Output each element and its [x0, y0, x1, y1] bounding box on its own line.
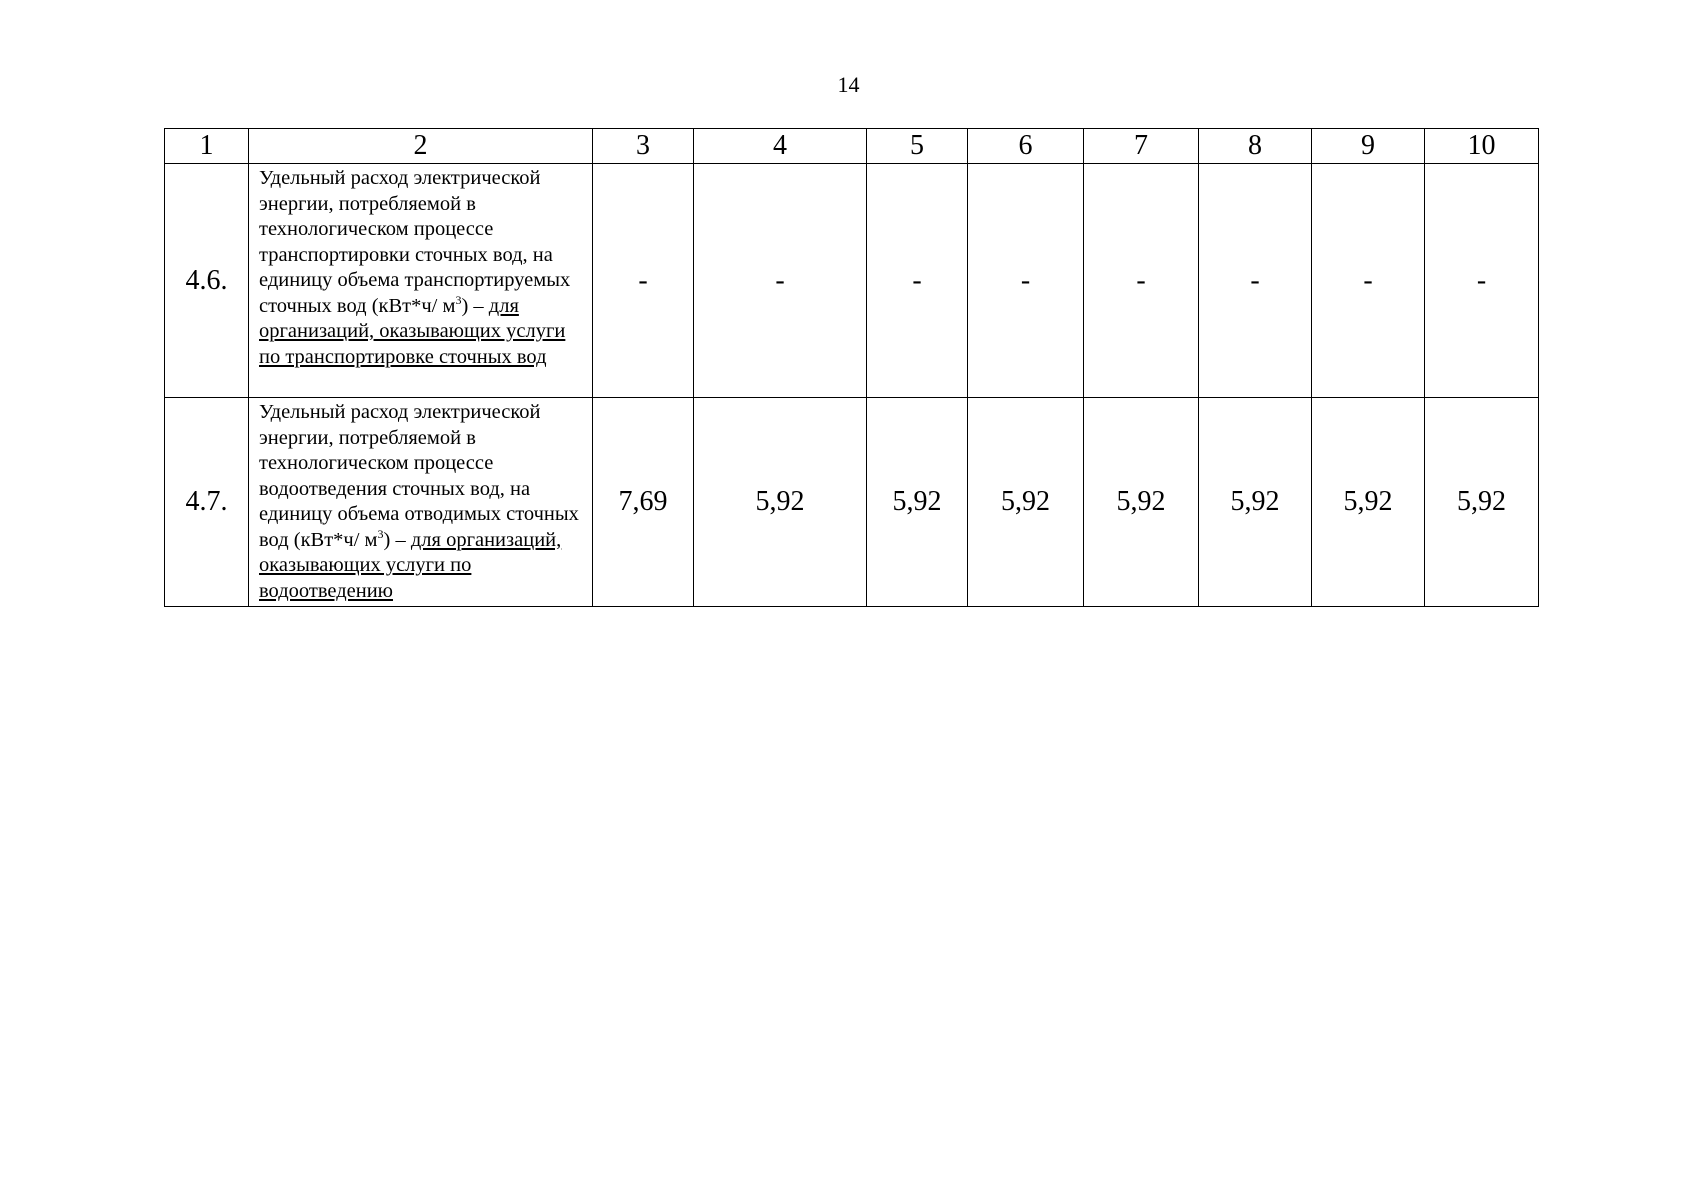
- row-number: 4.6.: [165, 164, 249, 398]
- description-text: Удельный расход электрической энергии, потребляемой в технологическом процессе транспортировки сточных вод, на единицу объема транспортируемых сточных вод (кВт*ч/ м: [259, 167, 571, 317]
- table-header-row: [165, 129, 1539, 164]
- description-underlined-text: для организаций, оказывающих услуги по транспортировке сточных вод: [259, 294, 566, 368]
- value-cell: 5,92: [1312, 398, 1425, 607]
- value-cell: 5,92: [1425, 398, 1539, 607]
- column-header: 3: [593, 129, 694, 164]
- column-header: 1: [165, 129, 249, 164]
- description-separator: ) –: [461, 294, 489, 317]
- row-number: 4.7.: [165, 398, 249, 607]
- column-header: 2: [249, 129, 593, 164]
- value-cell: -: [968, 164, 1084, 398]
- column-header: 6: [968, 129, 1084, 164]
- table-row: [165, 164, 1539, 398]
- description-text: Удельный расход электрической энергии, потребляемой в технологическом процессе водоотведения сточных вод, на единицу объема отводимых сточных вод (кВт*ч/ м: [259, 401, 579, 551]
- column-header: 9: [1312, 129, 1425, 164]
- column-header: 10: [1425, 129, 1539, 164]
- row-description: [249, 164, 593, 398]
- column-header: 8: [1199, 129, 1312, 164]
- page-number: 14: [837, 72, 860, 97]
- value-cell: -: [593, 164, 694, 398]
- column-header: 5: [867, 129, 968, 164]
- value-cell: 5,92: [1199, 398, 1312, 607]
- row-description: [249, 398, 593, 607]
- superscript: 3: [455, 292, 462, 307]
- description-underlined-text: для организаций, оказывающих услуги по водоотведению: [259, 528, 562, 602]
- value-cell: 7,69: [593, 398, 694, 607]
- value-cell: -: [1312, 164, 1425, 398]
- value-cell: -: [694, 164, 867, 398]
- value-cell: -: [1199, 164, 1312, 398]
- value-cell: -: [867, 164, 968, 398]
- column-header: 4: [694, 129, 867, 164]
- value-cell: -: [1084, 164, 1199, 398]
- value-cell: 5,92: [867, 398, 968, 607]
- value-cell: 5,92: [1084, 398, 1199, 607]
- indicators-table: [164, 128, 1539, 607]
- value-cell: 5,92: [694, 398, 867, 607]
- superscript: 3: [377, 526, 384, 541]
- column-header: 7: [1084, 129, 1199, 164]
- value-cell: -: [1425, 164, 1539, 398]
- table-row: [165, 398, 1539, 607]
- value-cell: 5,92: [968, 398, 1084, 607]
- description-separator: ) –: [383, 528, 411, 551]
